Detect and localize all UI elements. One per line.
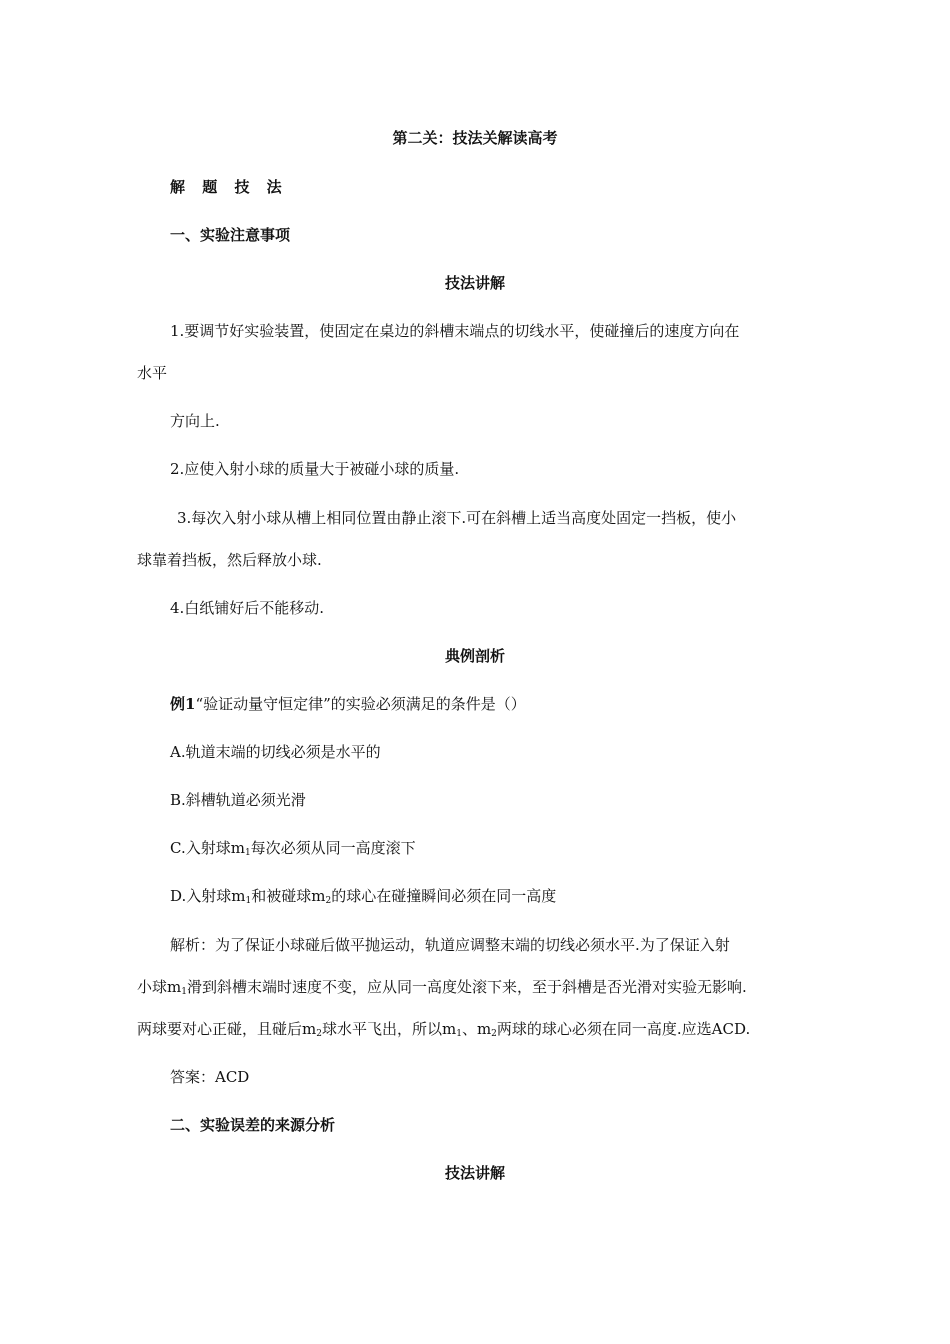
analysis-line-2-subscript: 1 bbox=[181, 987, 187, 997]
option-d-subscript-1: 1 bbox=[245, 896, 252, 906]
item-1-line-1: 1.要调节好实验装置，使固定在桌边的斜槽末端点的切线水平，使碰撞后的速度方向在 bbox=[170, 322, 740, 340]
option-c-subscript: 1 bbox=[244, 848, 251, 858]
answer: 答案：ACD bbox=[170, 1068, 250, 1086]
section1-technique-heading: 技法讲解 bbox=[444, 274, 505, 292]
item-1-line-2: 水平 bbox=[137, 364, 168, 382]
option-c-text: C.入射球m bbox=[170, 839, 245, 857]
item-4: 4.白纸铺好后不能移动. bbox=[170, 599, 325, 617]
analysis-line-3-text-b: 球水平飞出，所以m bbox=[321, 1020, 457, 1038]
item-2: 2.应使入射小球的质量大于被碰小球的质量. bbox=[170, 460, 460, 478]
option-c bbox=[170, 838, 416, 858]
option-d bbox=[170, 886, 556, 906]
method-heading: 解 题 技 法 bbox=[170, 178, 288, 196]
option-d-text-mid: 和被碰球m bbox=[251, 887, 326, 905]
example-heading: 典例剖析 bbox=[444, 647, 505, 665]
option-a: A.轨道末端的切线必须是水平的 bbox=[170, 743, 381, 761]
example-question-text: “验证动量守恒定律”的实验必须满足的条件是（） bbox=[195, 695, 526, 713]
analysis-line-3-text-d: 两球的球心必须在同一高度.应选ACD. bbox=[496, 1020, 751, 1038]
option-c-text-end: 每次必须从同一高度滚下 bbox=[250, 839, 416, 857]
option-d-subscript-2: 2 bbox=[325, 896, 332, 906]
section1-heading: 一、实验注意事项 bbox=[170, 226, 291, 244]
item-3-line-1: 3.每次入射小球从槽上相同位置由静止滚下.可在斜槽上适当高度处固定一挡板，使小 bbox=[177, 509, 737, 527]
example-label: 例1 bbox=[170, 695, 196, 713]
analysis-line-3-text-c: 、m bbox=[461, 1020, 492, 1038]
analysis-line-3 bbox=[137, 1019, 750, 1039]
document-title: 第二关：技法关解读高考 bbox=[392, 129, 558, 147]
analysis-line-3-text-a: 两球要对心正碰，且碰后m bbox=[137, 1020, 317, 1038]
example-question bbox=[170, 694, 526, 714]
option-d-text-end: 的球心在碰撞瞬间必须在同一高度 bbox=[331, 887, 557, 905]
analysis-line-3-subscript-c: 2 bbox=[491, 1029, 497, 1039]
item-3-line-2: 球靠着挡板，然后释放小球. bbox=[137, 551, 322, 569]
analysis-line-3-subscript-a: 2 bbox=[316, 1029, 322, 1039]
analysis-line-2-text: 小球m bbox=[137, 978, 182, 996]
analysis-line-3-subscript-b: 1 bbox=[456, 1029, 462, 1039]
option-d-text: D.入射球m bbox=[170, 887, 246, 905]
item-1-line-3: 方向上. bbox=[170, 412, 220, 430]
analysis-line-2-text-end: 滑到斜槽末端时速度不变，应从同一高度处滚下来，至于斜槽是否光滑对实验无影响. bbox=[186, 978, 747, 996]
analysis-line-2 bbox=[137, 977, 747, 997]
section2-technique-heading: 技法讲解 bbox=[444, 1164, 505, 1182]
option-b: B.斜槽轨道必须光滑 bbox=[170, 791, 306, 809]
section2-heading: 二、实验误差的来源分析 bbox=[170, 1116, 336, 1134]
analysis-line-1: 解析：为了保证小球碰后做平抛运动，轨道应调整末端的切线必须水平.为了保证入射 bbox=[170, 936, 730, 954]
